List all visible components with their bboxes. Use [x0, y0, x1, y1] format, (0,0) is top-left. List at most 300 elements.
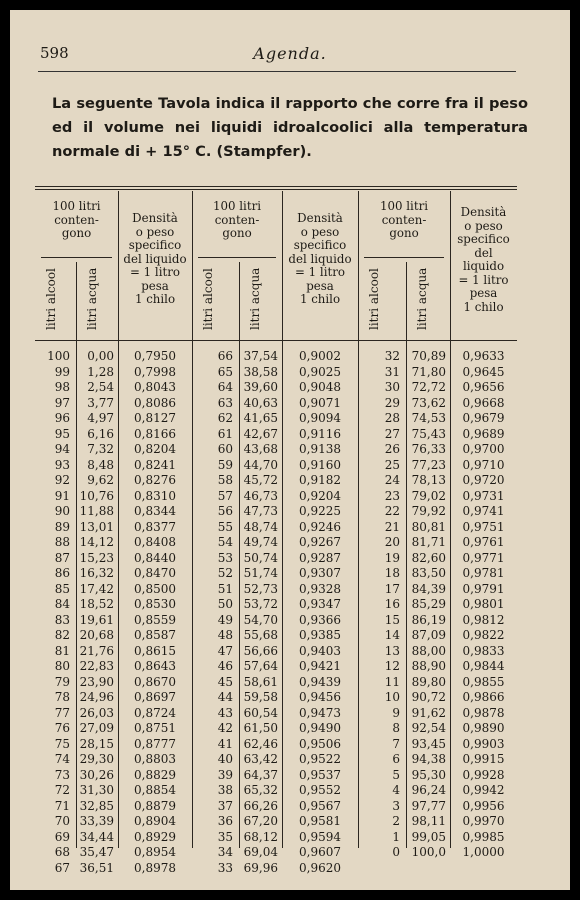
density-value: 0,9668: [462, 395, 505, 410]
litri-alcool-value: 20: [384, 535, 400, 549]
density-value: 0,8276: [134, 473, 176, 487]
litri-acqua-value: 97,77: [411, 798, 446, 813]
litri-acqua-value: 93,45: [411, 736, 446, 751]
header-density: Densità o peso specifico del liquido = 1 litro pesa 1 chilo: [123, 211, 187, 306]
litri-alcool-value: 9: [392, 705, 400, 720]
litri-alcool-value: 92: [54, 473, 70, 487]
litri-acqua-value: 99,05: [411, 829, 446, 844]
density-value: 0,8204: [134, 442, 176, 456]
column-densita: [118, 349, 192, 876]
litri-acqua-value: 91,62: [411, 705, 446, 720]
column-alcool: [192, 349, 233, 876]
litri-alcool-value: 26: [384, 442, 400, 456]
book-page: [10, 10, 570, 890]
density-value: 0,9781: [462, 566, 505, 580]
density-value: 0,8310: [134, 488, 176, 503]
litri-alcool-value: 87: [54, 550, 70, 565]
litri-alcool-value: 98: [54, 380, 70, 394]
litri-alcool-value: 83: [54, 612, 70, 627]
column-alcool: [35, 349, 70, 876]
density-value: 0,9645: [462, 364, 505, 379]
litri-alcool-value: 38: [217, 783, 233, 797]
litri-alcool-value: 70: [54, 814, 70, 828]
litri-acqua-value: 29,30: [79, 752, 114, 766]
litri-alcool-value: 42: [217, 721, 233, 735]
litri-acqua-value: 82,60: [411, 550, 446, 565]
litri-alcool-value: 31: [384, 364, 400, 379]
density-value: 0,9537: [299, 767, 341, 782]
litri-alcool-value: 13: [384, 643, 400, 658]
litri-alcool-value: 71: [54, 798, 70, 813]
density-value: 0,9741: [462, 504, 505, 518]
litri-alcool-value: 24: [384, 473, 400, 487]
density-value: 0,9473: [299, 705, 341, 720]
litri-acqua-value: 37,54: [243, 349, 278, 363]
litri-acqua-value: 80,81: [411, 519, 446, 534]
litri-acqua-value: 74,53: [411, 411, 446, 425]
litri-alcool-value: 3: [392, 798, 400, 813]
litri-alcool-value: 15: [384, 612, 400, 627]
density-value: 0,9720: [462, 473, 505, 487]
header-litri-acqua: litri acqua: [85, 267, 99, 330]
density-value: 0,9689: [462, 426, 505, 441]
litri-acqua-value: 49,74: [243, 535, 278, 549]
density-value: 0,9844: [462, 659, 505, 673]
litri-alcool-value: 85: [54, 581, 70, 596]
litri-acqua-value: 34,44: [79, 829, 114, 844]
density-value: 0,8777: [134, 736, 176, 751]
litri-acqua-value: 38,58: [243, 364, 278, 379]
litri-alcool-value: 2: [392, 814, 400, 828]
column-densita: [450, 349, 517, 861]
density-value: 0,8127: [134, 411, 176, 425]
litri-acqua-value: 85,29: [411, 597, 446, 611]
litri-acqua-value: 94,38: [411, 752, 446, 766]
density-value: 0,9594: [299, 829, 341, 844]
litri-acqua-value: 42,67: [243, 426, 278, 441]
litri-acqua-value: 22,83: [79, 659, 114, 673]
litri-alcool-value: 0: [392, 845, 400, 859]
litri-acqua-value: 17,42: [79, 581, 114, 596]
litri-alcool-value: 56: [217, 504, 233, 518]
density-value: 0,8929: [134, 829, 176, 844]
litri-alcool-value: 36: [217, 814, 233, 828]
litri-alcool-value: 73: [54, 767, 70, 782]
density-value: 0,9878: [462, 705, 505, 720]
density-value: 0,9439: [299, 674, 341, 689]
litri-acqua-value: 69,04: [243, 845, 278, 859]
column-alcool: [358, 349, 400, 861]
density-value: 0,8587: [134, 628, 176, 642]
density-value: 0,9552: [299, 783, 341, 797]
header-contain: 100 litri conten- gono: [380, 199, 428, 240]
litri-alcool-value: 33: [217, 860, 233, 875]
litri-acqua-value: 60,54: [243, 705, 278, 720]
litri-acqua-value: 51,74: [243, 566, 278, 580]
litri-alcool-value: 14: [384, 628, 400, 642]
density-value: 0,8241: [134, 457, 176, 472]
density-value: 0,9506: [299, 736, 341, 751]
litri-alcool-value: 99: [54, 364, 70, 379]
litri-acqua-value: 47,73: [243, 504, 278, 518]
litri-acqua-value: 71,80: [411, 364, 446, 379]
density-value: 0,9522: [299, 752, 341, 766]
litri-acqua-value: 84,39: [411, 581, 446, 596]
density-value: 0,8879: [134, 798, 176, 813]
density-value: 0,9002: [299, 349, 341, 363]
density-value: 0,8377: [134, 519, 176, 534]
litri-acqua-value: 20,68: [79, 628, 114, 642]
litri-acqua-value: 35,47: [79, 845, 114, 859]
litri-acqua-value: 59,58: [243, 690, 278, 704]
litri-acqua-value: 57,64: [243, 659, 278, 673]
density-value: 0,9246: [299, 519, 341, 534]
density-value: 0,9160: [299, 457, 341, 472]
litri-acqua-value: 72,72: [411, 380, 446, 394]
density-value: 0,9366: [299, 612, 341, 627]
litri-alcool-value: 19: [384, 550, 400, 565]
litri-alcool-value: 10: [384, 690, 400, 704]
density-value: 0,9385: [299, 628, 341, 642]
litri-acqua-value: 100,0: [411, 845, 446, 859]
litri-acqua-value: 67,20: [243, 814, 278, 828]
density-value: 0,9071: [299, 395, 341, 410]
density-value: 0,9267: [299, 535, 341, 549]
density-value: 0,8615: [134, 643, 176, 658]
density-value: 0,9490: [299, 721, 341, 735]
density-value: 0,8559: [134, 612, 176, 627]
density-value: 0,9182: [299, 473, 341, 487]
page-number: 598: [40, 44, 69, 62]
table-header-rule: [35, 340, 517, 341]
litri-acqua-value: 55,68: [243, 628, 278, 642]
litri-alcool-value: 63: [217, 395, 233, 410]
litri-acqua-value: 75,43: [411, 426, 446, 441]
litri-acqua-value: 24,96: [79, 690, 114, 704]
litri-alcool-value: 8: [392, 721, 400, 735]
density-value: 0,9812: [462, 612, 505, 627]
litri-acqua-value: 79,02: [411, 488, 446, 503]
litri-acqua-value: 4,97: [87, 411, 114, 425]
density-value: 0,9833: [462, 643, 505, 658]
litri-acqua-value: 88,90: [411, 659, 446, 673]
litri-acqua-value: 32,85: [79, 798, 114, 813]
litri-alcool-value: 66: [217, 349, 233, 363]
density-value: 0,9903: [462, 736, 505, 751]
litri-acqua-value: 58,61: [243, 674, 278, 689]
density-value: 0,9048: [299, 380, 341, 394]
density-value: 0,9751: [462, 519, 505, 534]
litri-alcool-value: 46: [217, 659, 233, 673]
litri-acqua-value: 66,26: [243, 798, 278, 813]
header-subrule: [41, 257, 112, 258]
litri-acqua-value: 16,32: [79, 566, 114, 580]
litri-alcool-value: 35: [217, 829, 233, 844]
litri-acqua-value: 43,68: [243, 442, 278, 456]
density-value: 0,9942: [462, 783, 505, 797]
litri-alcool-value: 47: [217, 643, 233, 658]
litri-alcool-value: 69: [54, 829, 70, 844]
header-contain: 100 litri conten- gono: [52, 199, 101, 240]
litri-acqua-value: 65,32: [243, 783, 278, 797]
density-value: 0,9679: [462, 411, 505, 425]
litri-acqua-value: 30,26: [79, 767, 114, 782]
density-value: 0,9456: [299, 690, 341, 704]
litri-acqua-value: 10,76: [79, 488, 114, 503]
density-value: 0,8751: [134, 721, 176, 735]
litri-acqua-value: 48,74: [243, 519, 278, 534]
density-value: 0,9225: [299, 504, 341, 518]
litri-alcool-value: 72: [54, 783, 70, 797]
litri-alcool-value: 50: [217, 597, 233, 611]
density-value: 0,9307: [299, 566, 341, 580]
litri-acqua-value: 77,23: [411, 457, 446, 472]
litri-alcool-value: 95: [54, 426, 70, 441]
litri-acqua-value: 56,66: [243, 643, 278, 658]
density-value: 0,9633: [462, 349, 505, 363]
litri-acqua-value: 87,09: [411, 628, 446, 642]
litri-acqua-value: 96,24: [411, 783, 446, 797]
density-value: 0,9956: [462, 798, 505, 813]
density-value: 0,9025: [299, 364, 341, 379]
litri-alcool-value: 7: [392, 736, 400, 751]
header-litri-alcool: litri alcool: [367, 268, 381, 330]
litri-alcool-value: 96: [54, 411, 70, 425]
density-value: 0,9403: [299, 643, 341, 658]
litri-alcool-value: 57: [217, 488, 233, 503]
density-value: 0,9791: [462, 581, 505, 596]
density-value: 0,9620: [299, 860, 341, 875]
litri-acqua-value: 0,00: [87, 349, 114, 363]
column-acqua: [406, 349, 446, 861]
header-density: Densità o peso specifico del liquido = 1 litro pesa 1 chilo: [288, 211, 352, 306]
litri-alcool-value: 94: [54, 442, 70, 456]
litri-acqua-value: 8,48: [87, 457, 114, 472]
litri-alcool-value: 11: [384, 674, 400, 689]
litri-alcool-value: 80: [54, 659, 70, 673]
litri-acqua-value: 89,80: [411, 674, 446, 689]
column-acqua: [76, 349, 114, 876]
litri-alcool-value: 60: [217, 442, 233, 456]
litri-acqua-value: 54,70: [243, 612, 278, 627]
litri-alcool-value: 65: [217, 364, 233, 379]
density-value: 0,9771: [462, 550, 505, 565]
litri-alcool-value: 61: [217, 426, 233, 441]
density-value: 1,0000: [462, 845, 505, 859]
litri-acqua-value: 39,60: [243, 380, 278, 394]
litri-alcool-value: 86: [54, 566, 70, 580]
litri-acqua-value: 2,54: [87, 380, 114, 394]
litri-alcool-value: 23: [384, 488, 400, 503]
density-value: 0,8344: [134, 504, 176, 518]
litri-alcool-value: 52: [217, 566, 233, 580]
litri-acqua-value: 95,30: [411, 767, 446, 782]
litri-alcool-value: 68: [54, 845, 70, 859]
running-title: Agenda.: [253, 44, 327, 63]
density-value: 0,8697: [134, 690, 176, 704]
litri-alcool-value: 4: [392, 783, 400, 797]
litri-alcool-value: 48: [217, 628, 233, 642]
litri-alcool-value: 53: [217, 550, 233, 565]
density-value: 0,9607: [299, 845, 341, 859]
header-litri-alcool: litri alcool: [44, 268, 58, 330]
litri-acqua-value: 41,65: [243, 411, 278, 425]
litri-alcool-value: 89: [54, 519, 70, 534]
density-value: 0,8408: [134, 535, 176, 549]
litri-alcool-value: 18: [384, 566, 400, 580]
litri-acqua-value: 45,72: [243, 473, 278, 487]
litri-acqua-value: 69,96: [243, 860, 278, 875]
litri-alcool-value: 79: [54, 674, 70, 689]
litri-acqua-value: 27,09: [79, 721, 114, 735]
litri-acqua-value: 31,30: [79, 783, 114, 797]
litri-acqua-value: 44,70: [243, 457, 278, 472]
density-value: 0,8829: [134, 767, 176, 782]
litri-alcool-value: 90: [54, 504, 70, 518]
litri-acqua-value: 50,74: [243, 550, 278, 565]
litri-acqua-value: 64,37: [243, 767, 278, 782]
column-acqua: [239, 349, 278, 876]
litri-alcool-value: 67: [54, 860, 70, 875]
density-value: 0,8643: [134, 659, 176, 673]
litri-acqua-value: 76,33: [411, 442, 446, 456]
litri-alcool-value: 25: [384, 457, 400, 472]
density-value: 0,9116: [299, 426, 341, 441]
density-value: 0,9138: [299, 442, 341, 456]
litri-alcool-value: 100: [47, 349, 70, 363]
litri-acqua-value: 88,00: [411, 643, 446, 658]
density-value: 0,8670: [134, 674, 176, 689]
litri-acqua-value: 79,92: [411, 504, 446, 518]
litri-alcool-value: 16: [384, 597, 400, 611]
litri-acqua-value: 19,61: [79, 612, 114, 627]
density-value: 0,8166: [134, 426, 176, 441]
litri-acqua-value: 52,73: [243, 581, 278, 596]
density-value: 0,8530: [134, 597, 176, 611]
litri-acqua-value: 6,16: [87, 426, 114, 441]
litri-acqua-value: 83,50: [411, 566, 446, 580]
density-value: 0,8978: [134, 860, 176, 875]
litri-alcool-value: 27: [384, 426, 400, 441]
density-value: 0,9822: [462, 628, 505, 642]
density-value: 0,9656: [462, 380, 505, 394]
density-value: 0,9731: [462, 488, 505, 503]
header-contain: 100 litri conten- gono: [213, 199, 261, 240]
litri-alcool-value: 5: [392, 767, 400, 782]
litri-alcool-value: 76: [54, 721, 70, 735]
table-top-rule: [35, 186, 517, 187]
litri-alcool-value: 1: [392, 829, 400, 844]
density-value: 0,9567: [299, 798, 341, 813]
density-value: 0,8043: [134, 380, 176, 394]
litri-acqua-value: 23,90: [79, 674, 114, 689]
header-density: Densità o peso specifico del liquido = 1 litro pesa 1 chilo: [457, 205, 510, 314]
header-litri-acqua: litri acqua: [415, 267, 429, 330]
litri-alcool-value: 74: [54, 752, 70, 766]
density-value: 0,8086: [134, 395, 176, 410]
density-value: 0,9204: [299, 488, 341, 503]
density-value: 0,8854: [134, 783, 176, 797]
litri-acqua-value: 86,19: [411, 612, 446, 627]
litri-alcool-value: 91: [54, 488, 70, 503]
table-top-rule-double: [35, 189, 517, 190]
density-value: 0,9915: [462, 752, 505, 766]
litri-acqua-value: 53,72: [243, 597, 278, 611]
litri-acqua-value: 78,13: [411, 473, 446, 487]
litri-alcool-value: 58: [217, 473, 233, 487]
litri-acqua-value: 18,52: [79, 597, 114, 611]
header-litri-acqua: litri acqua: [248, 267, 262, 330]
litri-acqua-value: 68,12: [243, 829, 278, 844]
litri-alcool-value: 34: [217, 845, 233, 859]
density-value: 0,8724: [134, 705, 176, 720]
litri-acqua-value: 61,50: [243, 721, 278, 735]
litri-alcool-value: 44: [217, 690, 233, 704]
litri-alcool-value: 32: [384, 349, 400, 363]
column-densita: [282, 349, 358, 876]
litri-acqua-value: 36,51: [79, 860, 114, 875]
litri-acqua-value: 46,73: [243, 488, 278, 503]
litri-acqua-value: 13,01: [79, 519, 114, 534]
litri-acqua-value: 7,32: [87, 442, 114, 456]
litri-acqua-value: 3,77: [87, 395, 114, 410]
density-value: 0,9700: [462, 442, 505, 456]
header-subrule: [364, 257, 444, 258]
litri-acqua-value: 11,88: [79, 504, 114, 518]
litri-alcool-value: 29: [384, 395, 400, 410]
intro-paragraph: La seguente Tavola indica il rapporto che corre fra il peso ed il volume nei liquidi idroalcoolici alla temperatura normale di + 15° C. (Stampfer).: [52, 95, 528, 160]
litri-acqua-value: 73,62: [411, 395, 446, 410]
litri-alcool-value: 45: [217, 674, 233, 689]
litri-alcool-value: 55: [217, 519, 233, 534]
litri-alcool-value: 17: [384, 581, 400, 596]
density-value: 0,9287: [299, 550, 341, 565]
litri-acqua-value: 98,11: [411, 814, 446, 828]
density-value: 0,7998: [134, 364, 176, 379]
litri-alcool-value: 62: [217, 411, 233, 425]
density-value: 0,8904: [134, 814, 176, 828]
header-subrule: [198, 257, 276, 258]
litri-acqua-value: 63,42: [243, 752, 278, 766]
density-value: 0,9855: [462, 674, 505, 689]
density-value: 0,9985: [462, 829, 505, 844]
density-value: 0,9328: [299, 581, 341, 596]
litri-acqua-value: 1,28: [87, 364, 114, 379]
litri-alcool-value: 88: [54, 535, 70, 549]
density-value: 0,9581: [299, 814, 341, 828]
density-value: 0,9890: [462, 721, 505, 735]
litri-alcool-value: 82: [54, 628, 70, 642]
litri-alcool-value: 6: [392, 752, 400, 766]
density-value: 0,9970: [462, 814, 505, 828]
litri-acqua-value: 14,12: [79, 535, 114, 549]
litri-acqua-value: 15,23: [79, 550, 114, 565]
header-rule: [38, 71, 516, 72]
litri-alcool-value: 22: [384, 504, 400, 518]
density-value: 0,7950: [134, 349, 176, 363]
litri-acqua-value: 9,62: [87, 473, 114, 487]
litri-acqua-value: 81,71: [411, 535, 446, 549]
density-value: 0,8954: [134, 845, 176, 859]
litri-alcool-value: 43: [217, 705, 233, 720]
density-value: 0,8500: [134, 581, 176, 596]
litri-acqua-value: 21,76: [79, 643, 114, 658]
density-value: 0,9421: [299, 659, 341, 673]
litri-alcool-value: 59: [217, 457, 233, 472]
density-value: 0,9866: [462, 690, 505, 704]
litri-alcool-value: 12: [384, 659, 400, 673]
litri-acqua-value: 33,39: [79, 814, 114, 828]
